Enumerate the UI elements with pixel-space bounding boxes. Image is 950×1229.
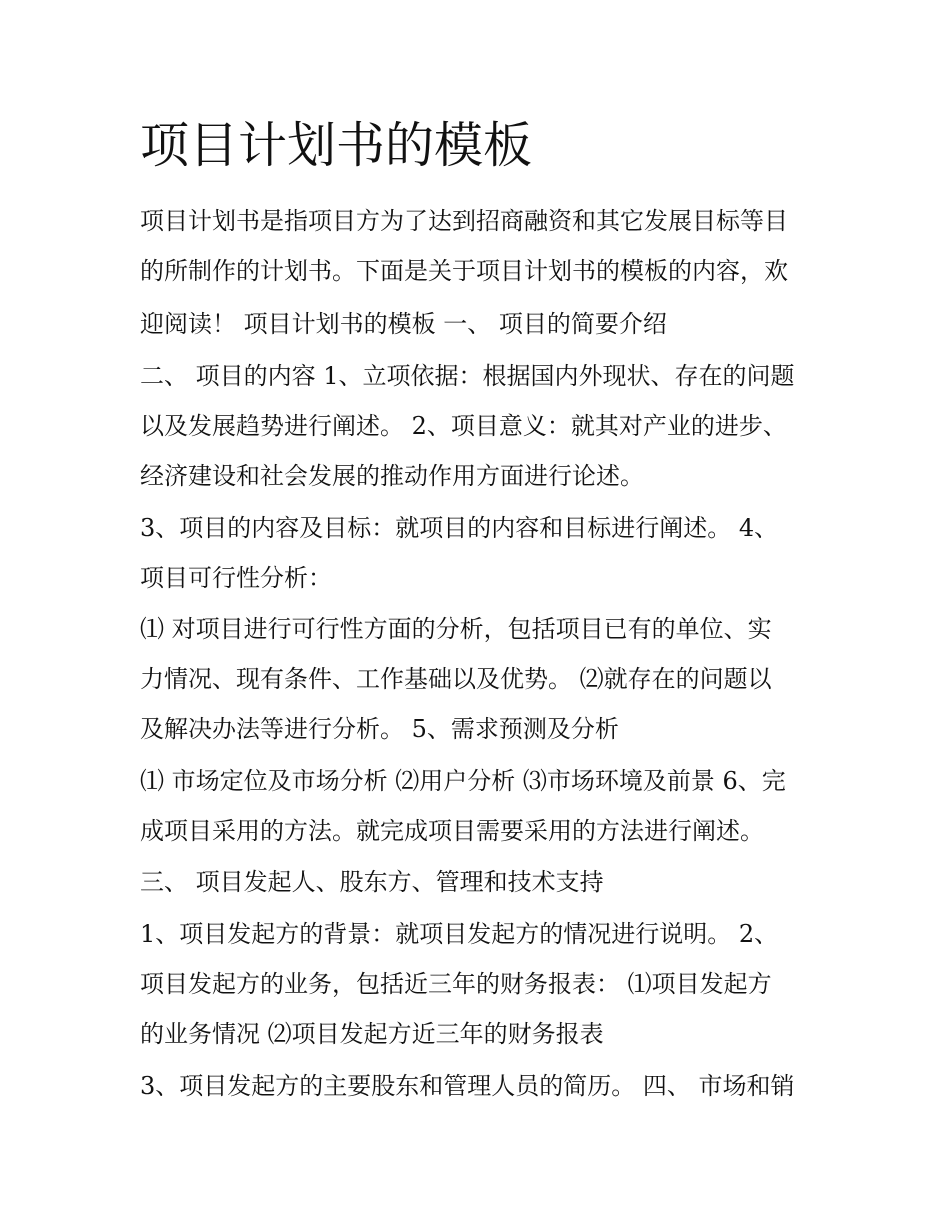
body-line-15: 1、项目发起方的背景：就项目发起方的情况进行说明。 2、 [140, 920, 779, 948]
body-line-1: 项目计划书是指项目方为了达到招商融资和其它发展目标等目 [140, 207, 788, 235]
body-line-2: 的所制作的计划书。下面是关于项目计划书的模板的内容，欢 [140, 257, 788, 285]
body-line-9: ⑴ 对项目进行可行性方面的分析，包括项目已有的单位、实 [140, 615, 772, 643]
body-line-8: 项目可行性分析： [140, 564, 332, 592]
body-line-17: 的业务情况 ⑵项目发起方近三年的财务报表 [140, 1020, 604, 1048]
body-line-10: 力情况、现有条件、工作基础以及优势。 ⑵就存在的问题以 [140, 665, 772, 693]
document-title: 项目计划书的模板 [140, 117, 533, 174]
body-line-14: 三、 项目发起人、股东方、管理和技术支持 [140, 868, 604, 896]
body-line-11: 及解决办法等进行分析。 5、需求预测及分析 [140, 715, 619, 743]
body-line-7: 3、项目的内容及目标：就项目的内容和目标进行阐述。 4、 [140, 514, 779, 542]
body-line-16: 项目发起方的业务，包括近三年的财务报表： ⑴项目发起方 [140, 970, 772, 998]
body-line-3: 迎阅读！ 项目计划书的模板 一、 项目的简要介绍 [140, 310, 667, 338]
body-line-13: 成项目采用的方法。就完成项目需要采用的方法进行阐述。 [140, 817, 764, 845]
body-line-5: 以及发展趋势进行阐述。 2、项目意义：就其对产业的进步、 [140, 412, 787, 440]
body-line-4: 二、 项目的内容 1、立项依据：根据国内外现状、存在的问题 [140, 362, 795, 390]
body-line-6: 经济建设和社会发展的推动作用方面进行论述。 [140, 462, 644, 490]
body-line-18: 3、项目发起方的主要股东和管理人员的简历。 四、 市场和销 [140, 1072, 795, 1100]
body-line-12: ⑴ 市场定位及市场分析 ⑵用户分析 ⑶市场环境及前景 6、完 [140, 767, 786, 795]
